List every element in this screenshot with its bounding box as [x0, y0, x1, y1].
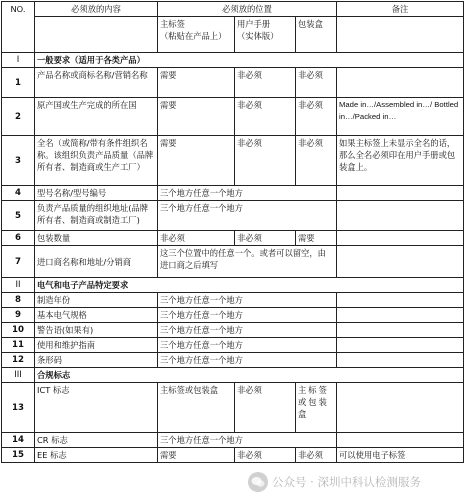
header-no: NO.	[2, 2, 35, 53]
row-number: 6	[2, 231, 35, 246]
table-row	[2, 201, 464, 231]
row-number: 10	[2, 323, 35, 338]
main-label-note: （粘贴在产品上）	[160, 31, 227, 41]
row-remark	[337, 231, 464, 246]
table-row	[2, 136, 464, 186]
row-remark	[337, 308, 464, 323]
row-number: 5	[2, 201, 35, 231]
row-position-span: 三个地方任意一个地方	[158, 338, 337, 353]
row-remark	[337, 353, 464, 368]
row-main-label: 需要	[158, 448, 235, 463]
section-title: 合规标志	[35, 368, 464, 383]
table-row	[2, 246, 464, 278]
row-position-span: 三个地方任意一个地方	[158, 293, 337, 308]
subheader-manual	[235, 17, 296, 53]
manual-note: （实体版）	[237, 31, 279, 41]
wechat-icon	[248, 472, 268, 492]
table-row	[2, 338, 464, 353]
row-main-label: 主标签或包装盒	[158, 383, 235, 433]
header-row	[2, 2, 464, 17]
row-content: 进口商名称和地址/分销商	[35, 246, 158, 278]
row-packaging: 非必须	[296, 448, 337, 463]
row-content: 警告语(如果有)	[35, 323, 158, 338]
row-content: 使用和维护指南	[35, 338, 158, 353]
watermark-text: 公众号 · 深圳中科认检测服务	[272, 475, 421, 489]
row-packaging: 非必须	[296, 98, 337, 136]
subheader-main-label	[158, 17, 235, 53]
subheader-empty	[35, 17, 158, 53]
subheader-packaging: 包装盒	[296, 17, 337, 53]
row-content: ICT 标志	[35, 383, 158, 433]
row-content: 型号名称/型号编号	[35, 186, 158, 201]
row-number: 3	[2, 136, 35, 186]
row-remark	[337, 338, 464, 353]
table-row	[2, 433, 464, 448]
row-content: 基本电气规格	[35, 308, 158, 323]
row-manual: 非必须	[235, 231, 296, 246]
watermark	[248, 470, 462, 494]
row-packaging: 非必须	[296, 136, 337, 186]
row-position-span: 这三个位置中的任意一个。或者可以留空，由进口商之后填写	[158, 246, 337, 278]
row-content: EE 标志	[35, 448, 158, 463]
row-main-label: 需要	[158, 98, 235, 136]
row-remark: 如果主标签上未显示全名的话，那么全名必须印在用户手册或包装盒上。	[337, 136, 464, 186]
row-number: 11	[2, 338, 35, 353]
row-number: 2	[2, 98, 35, 136]
row-remark	[337, 383, 464, 433]
table-row	[2, 68, 464, 98]
row-remark	[337, 323, 464, 338]
row-number: 15	[2, 448, 35, 463]
row-remark	[337, 246, 464, 278]
section-row	[2, 278, 464, 293]
row-manual: 非必须	[235, 136, 296, 186]
row-number: 1	[2, 68, 35, 98]
table-row	[2, 383, 464, 433]
main-label-text: 主标签	[160, 19, 185, 29]
row-main-label: 非必须	[158, 231, 235, 246]
header-remarks: 备注	[337, 2, 464, 17]
row-position-span: 三个地方任意一个地方	[158, 433, 337, 448]
subheader-remarks-empty	[337, 17, 464, 53]
row-packaging: 非必须	[296, 68, 337, 98]
row-manual: 非必须	[235, 383, 296, 433]
section-row	[2, 368, 464, 383]
row-content: 原产国或生产完成的所在国	[35, 98, 158, 136]
row-remark: Made in…/Assembled in…/ Bottled in…/Packed in…	[337, 98, 464, 136]
row-content: 包装数量	[35, 231, 158, 246]
header-content: 必须放的内容	[35, 2, 158, 17]
row-position-span: 三个地方任意一个地方	[158, 353, 337, 368]
row-position-span: 三个地方任意一个地方	[158, 201, 337, 231]
row-content: 制造年份	[35, 293, 158, 308]
row-manual: 非必须	[235, 68, 296, 98]
row-remark	[337, 186, 464, 201]
row-remark	[337, 293, 464, 308]
row-position-span: 三个地方任意一个地方	[158, 308, 337, 323]
row-number: 9	[2, 308, 35, 323]
row-remark	[337, 433, 464, 448]
row-number: 8	[2, 293, 35, 308]
table-row	[2, 308, 464, 323]
row-content: 条形码	[35, 353, 158, 368]
row-number: 4	[2, 186, 35, 201]
section-row	[2, 53, 464, 68]
row-content: 负责产品质量的组织地址(品牌所有者、制造商或制造工厂)	[35, 201, 158, 231]
row-packaging: 主标签或包装盒	[296, 383, 337, 433]
section-number: II	[2, 278, 35, 293]
row-main-label: 需要	[158, 136, 235, 186]
manual-text: 用户手册	[237, 19, 271, 29]
table-row	[2, 323, 464, 338]
row-content: 产品名称或商标名称/营销名称	[35, 68, 158, 98]
header-position: 必须放的位置	[158, 2, 337, 17]
row-content: CR 标志	[35, 433, 158, 448]
subheader-row	[2, 17, 464, 53]
row-packaging: 需要	[296, 231, 337, 246]
table-row	[2, 231, 464, 246]
row-position-span: 三个地方任意一个地方	[158, 186, 337, 201]
row-remark	[337, 201, 464, 231]
row-remark	[337, 68, 464, 98]
table-row	[2, 353, 464, 368]
row-position-span: 三个地方任意一个地方	[158, 323, 337, 338]
section-number: III	[2, 368, 35, 383]
requirements-table	[1, 1, 464, 463]
row-content: 全名（或简称/带有条件组织名称。该组织负责产品质量（品牌所有者、制造商或生产工厂）	[35, 136, 158, 186]
section-number: I	[2, 53, 35, 68]
table-row	[2, 448, 464, 463]
row-remark: 可以使用电子标签	[337, 448, 464, 463]
row-number: 14	[2, 433, 35, 448]
row-number: 13	[2, 383, 35, 433]
section-title: 一般要求（适用于各类产品）	[35, 53, 464, 68]
row-number: 12	[2, 353, 35, 368]
row-manual: 非必须	[235, 448, 296, 463]
section-title: 电气和电子产品特定要求	[35, 278, 464, 293]
table-row	[2, 293, 464, 308]
row-manual: 非必须	[235, 98, 296, 136]
table-row	[2, 98, 464, 136]
table-row	[2, 186, 464, 201]
row-main-label: 需要	[158, 68, 235, 98]
row-number: 7	[2, 246, 35, 278]
